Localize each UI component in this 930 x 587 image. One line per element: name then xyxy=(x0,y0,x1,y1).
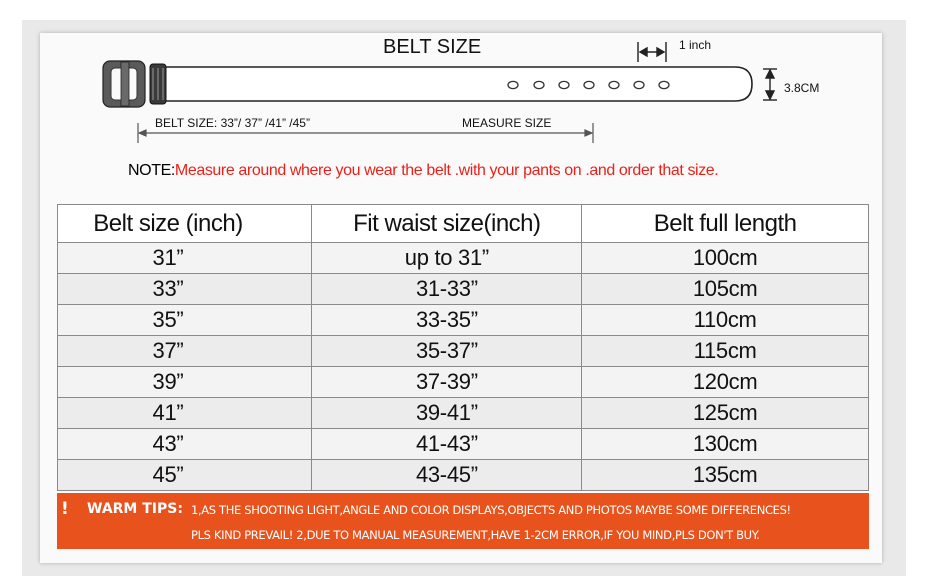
warm-tips-line1: 1,AS THE SHOOTING LIGHT,ANGLE AND COLOR DISPLAYS,OBJECTS AND PHOTOS MAYBE SOME DIFFERENCES! xyxy=(191,503,791,517)
warning-icon: ! xyxy=(61,499,69,519)
belt-size-label: BELT SIZE: 33”/ 37” /41” /45” xyxy=(155,116,310,130)
cell-fit-waist: 35-37” xyxy=(312,336,582,367)
table-header-row xyxy=(58,205,869,243)
chart-title: BELT SIZE xyxy=(383,36,482,58)
cell-full-length: 130cm xyxy=(582,429,869,460)
hole-spacing-arrow xyxy=(638,42,666,62)
note-text: Measure around where you wear the belt .with your pants on .and order that size. xyxy=(174,162,719,179)
cell-fit-waist: 33-35” xyxy=(312,305,582,336)
header-fit-waist: Fit waist size(inch) xyxy=(312,205,582,243)
warm-tips-banner xyxy=(57,493,869,549)
cell-fit-waist: 41-43” xyxy=(312,429,582,460)
cell-belt-size: 37” xyxy=(58,336,312,367)
measure-size-label: MEASURE SIZE xyxy=(462,116,552,130)
cell-belt-size: 45” xyxy=(58,460,312,491)
hole-spacing-label: 1 inch xyxy=(679,38,712,52)
belt-diagram xyxy=(0,0,930,160)
cell-belt-size: 39” xyxy=(58,367,312,398)
cell-fit-waist: 39-41” xyxy=(312,398,582,429)
cell-full-length: 100cm xyxy=(582,243,869,274)
table-row xyxy=(58,398,869,429)
cell-full-length: 135cm xyxy=(582,460,869,491)
cell-fit-waist: 43-45” xyxy=(312,460,582,491)
cell-fit-waist: 31-33” xyxy=(312,274,582,305)
header-belt-size: Belt size (inch) xyxy=(58,205,312,243)
cell-fit-waist: up to 31” xyxy=(312,243,582,274)
table-row xyxy=(58,429,869,460)
warm-tips-label: WARM TIPS: xyxy=(87,501,183,517)
note xyxy=(128,162,718,180)
cell-full-length: 105cm xyxy=(582,274,869,305)
cell-belt-size: 41” xyxy=(58,398,312,429)
belt-buckle-icon xyxy=(103,61,145,107)
header-full-length: Belt full length xyxy=(582,205,869,243)
cell-belt-size: 35” xyxy=(58,305,312,336)
table-row xyxy=(58,367,869,398)
cell-full-length: 115cm xyxy=(582,336,869,367)
cell-fit-waist: 37-39” xyxy=(312,367,582,398)
cell-belt-size: 43” xyxy=(58,429,312,460)
table-row xyxy=(58,243,869,274)
width-label: 3.8CM xyxy=(784,81,820,95)
cell-full-length: 110cm xyxy=(582,305,869,336)
belt-strap xyxy=(160,67,752,101)
table-row xyxy=(58,274,869,305)
cell-full-length: 125cm xyxy=(582,398,869,429)
table-row xyxy=(58,336,869,367)
cell-belt-size: 31” xyxy=(58,243,312,274)
warm-tips-line2: PLS KIND PREVAIL! 2,DUE TO MANUAL MEASUREMENT,HAVE 1-2CM ERROR,IF YOU MIND,PLS DON'T BUY. xyxy=(191,528,760,542)
table-row xyxy=(58,460,869,491)
cell-belt-size: 33” xyxy=(58,274,312,305)
width-arrow xyxy=(763,69,777,100)
size-table xyxy=(57,204,869,491)
note-label: NOTE: xyxy=(128,162,175,179)
cell-full-length: 120cm xyxy=(582,367,869,398)
table-row xyxy=(58,305,869,336)
